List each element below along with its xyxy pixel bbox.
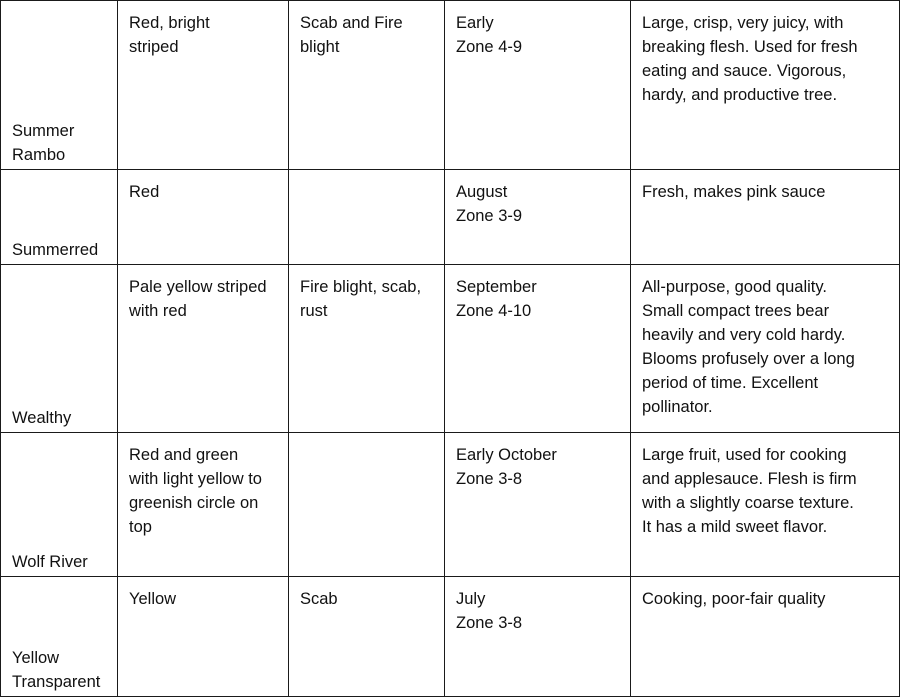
uses-description-cell: All-purpose, good quality. Small compact trees bear heavily and very cold hardy. Blooms profusely over a long period of time. Excellent pollinator. — [631, 265, 900, 433]
uses-description-cell: Cooking, poor-fair quality — [631, 577, 900, 697]
color-cell: Yellow — [118, 577, 289, 697]
variety-cell: Yellow Transparent — [1, 577, 118, 697]
table-row — [1, 433, 900, 577]
ripening-zone-cell: July Zone 3-8 — [445, 577, 631, 697]
ripening-zone-cell: Early Zone 4-9 — [445, 1, 631, 170]
disease-resistance-cell — [289, 433, 445, 577]
uses-description-cell: Fresh, makes pink sauce — [631, 170, 900, 265]
ripening-zone-cell: August Zone 3-9 — [445, 170, 631, 265]
uses-description-cell: Large, crisp, very juicy, with breaking flesh. Used for fresh eating and sauce. Vigorous, hardy, and productive tree. — [631, 1, 900, 170]
table-row — [1, 170, 900, 265]
table-row — [1, 1, 900, 170]
color-cell: Red — [118, 170, 289, 265]
disease-resistance-cell — [289, 170, 445, 265]
color-cell: Red, bright striped — [118, 1, 289, 170]
ripening-zone-cell: September Zone 4-10 — [445, 265, 631, 433]
uses-description-cell: Large fruit, used for cooking and applesauce. Flesh is firm with a slightly coarse texture. It has a mild sweet flavor. — [631, 433, 900, 577]
variety-cell: Summerred — [1, 170, 118, 265]
color-cell: Pale yellow striped with red — [118, 265, 289, 433]
variety-cell: Wealthy — [1, 265, 118, 433]
table-row — [1, 577, 900, 697]
variety-cell: Summer Rambo — [1, 1, 118, 170]
variety-cell: Wolf River — [1, 433, 118, 577]
disease-resistance-cell: Fire blight, scab, rust — [289, 265, 445, 433]
disease-resistance-cell: Scab — [289, 577, 445, 697]
color-cell: Red and green with light yellow to greenish circle on top — [118, 433, 289, 577]
ripening-zone-cell: Early October Zone 3-8 — [445, 433, 631, 577]
disease-resistance-cell: Scab and Fire blight — [289, 1, 445, 170]
table-row — [1, 265, 900, 433]
